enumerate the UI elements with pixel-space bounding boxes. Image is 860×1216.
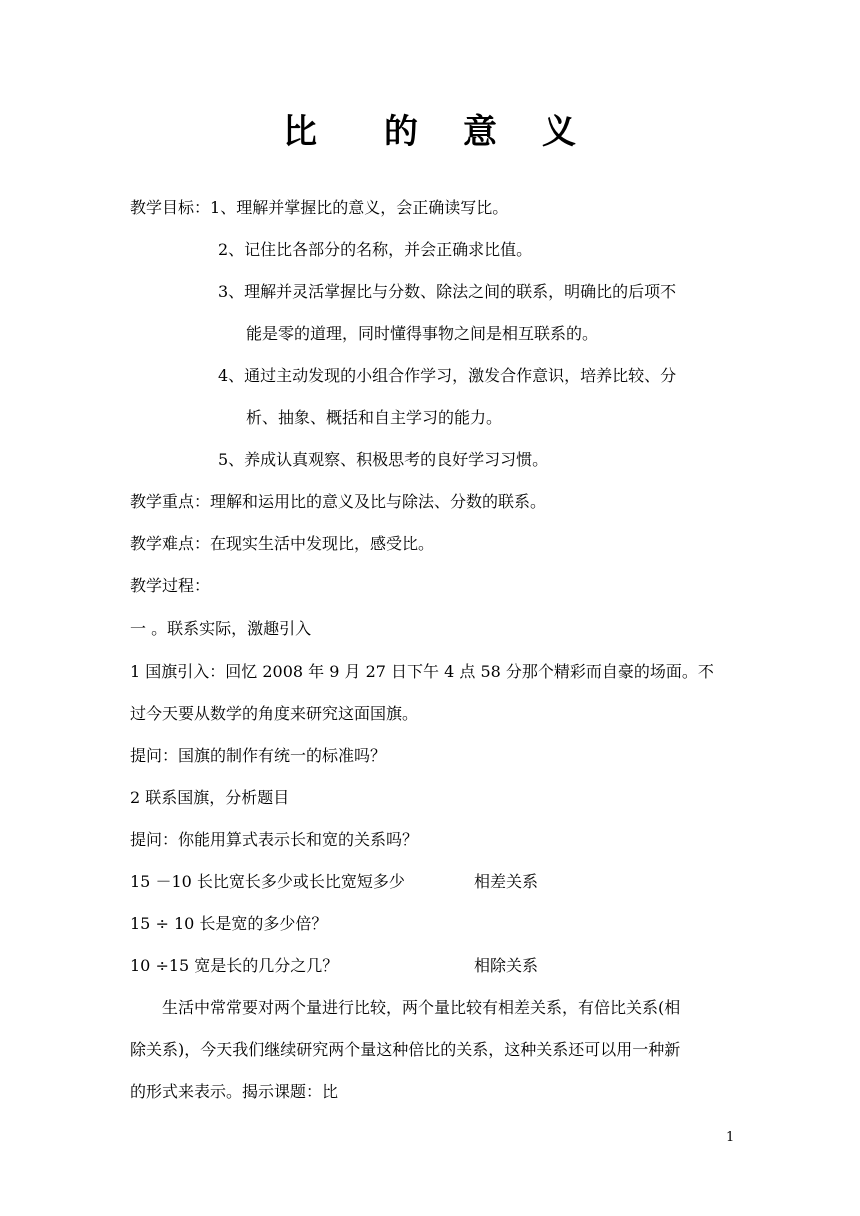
paragraph-line: 的形式来表示。揭示课题：比 <box>130 1082 339 1101</box>
title-char: 的 <box>384 112 419 152</box>
paragraph-line: 生活中常常要对两个量进行比较，两个量比较有相差关系，有倍比关系(相 <box>162 998 681 1017</box>
title-char: 比 <box>283 112 318 152</box>
objective-item-continued: 能是零的道理，同时懂得事物之间是相互联系的。 <box>246 324 599 343</box>
key-point: 教学重点：理解和运用比的意义及比与除法、分数的联系。 <box>130 492 547 511</box>
paragraph-line: 1 国旗引入：回忆 2008 年 9 月 27 日下午 4 点 58 分那个精彩而自豪的场面。不 <box>130 662 714 681</box>
title-char: 意 <box>463 112 498 152</box>
page-title <box>0 104 860 153</box>
section-heading: 一 。联系实际，激趣引入 <box>130 619 312 638</box>
page-number: 1 <box>726 1130 735 1145</box>
question-line: 提问：你能用算式表示长和宽的关系吗？ <box>130 830 419 849</box>
objective-item: 4、通过主动发现的小组合作学习，激发合作意识，培养比较、分 <box>218 366 677 385</box>
title-char: 义 <box>542 112 577 152</box>
subsection-heading: 2 联系国旗，分析题目 <box>130 788 290 807</box>
paragraph-line: 除关系)，今天我们继续研究两个量这种倍比的关系，这种关系还可以用一种新 <box>130 1040 681 1059</box>
relation-note: 相除关系 <box>474 956 539 975</box>
difficulty: 教学难点：在现实生活中发现比，感受比。 <box>130 534 435 553</box>
objective-item: 5、养成认真观察、积极思考的良好学习习惯。 <box>218 450 549 469</box>
equation-line: 15 －10 长比宽长多少或长比宽短多少 <box>130 872 405 891</box>
objective-item-continued: 析、抽象、概括和自主学习的能力。 <box>246 408 503 427</box>
objective-item: 2、记住比各部分的名称，并会正确求比值。 <box>218 240 533 259</box>
equation-line: 15 ÷ 10 长是宽的多少倍？ <box>130 914 328 933</box>
question-line: 提问：国旗的制作有统一的标准吗？ <box>130 746 387 765</box>
process-label: 教学过程： <box>130 576 211 595</box>
relation-note: 相差关系 <box>474 872 539 891</box>
objective-item: 1、理解并掌握比的意义，会正确读写比。 <box>210 198 509 217</box>
objective-item: 3、理解并灵活掌握比与分数、除法之间的联系，明确比的后项不 <box>218 282 677 301</box>
objectives-label: 教学目标： <box>130 198 211 217</box>
equation-line: 10 ÷15 宽是长的几分之几？ <box>130 956 339 975</box>
objectives-line-1 <box>130 197 508 219</box>
paragraph-line: 过今天要从数学的角度来研究这面国旗。 <box>130 704 419 723</box>
